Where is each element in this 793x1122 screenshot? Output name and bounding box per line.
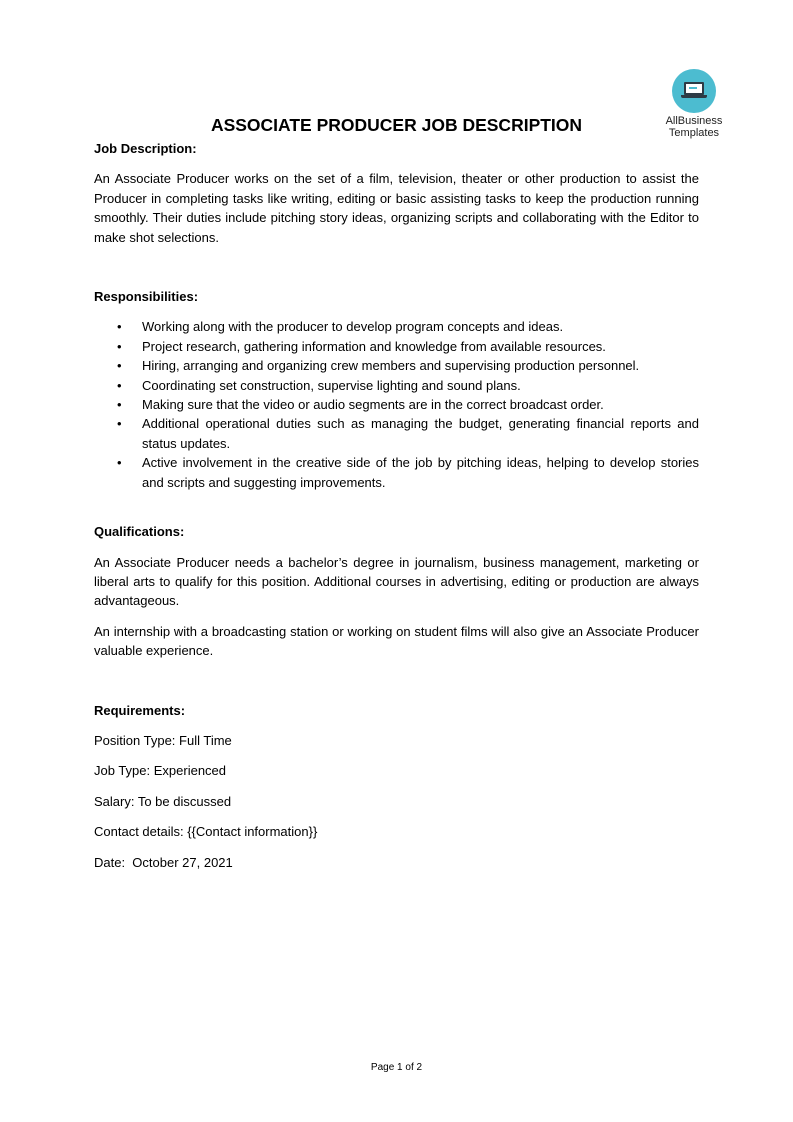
responsibilities-list (94, 317, 699, 492)
list-item (94, 337, 699, 356)
qualifications-paragraph: An internship with a broadcasting station or working on student films will also give an Associate Producer valuable experience. (94, 623, 699, 659)
list-item (94, 414, 699, 453)
document-title: ASSOCIATE PRODUCER JOB DESCRIPTION (210, 115, 583, 135)
job-description-heading: Job Description: (94, 141, 197, 156)
requirement-salary: Salary: To be discussed (94, 793, 232, 809)
list-item (94, 317, 699, 336)
bullet-icon: • (117, 319, 122, 335)
laptop-screen (684, 82, 704, 95)
qualifications-paragraph: An Associate Producer needs a bachelor’s degree in journalism, business management, marketing or liberal arts to qualify for this position. Additional courses in advertising, editing or production are always advantageous. (94, 554, 699, 609)
responsibilities-heading: Responsibilities: (94, 289, 199, 305)
list-item (94, 453, 699, 492)
list-item-text: Making sure that the video or audio segments are in the correct broadcast order. (142, 397, 604, 413)
bullet-icon: • (117, 397, 122, 413)
bullet-icon: • (117, 338, 122, 354)
laptop-icon (672, 69, 716, 113)
bullet-icon: • (117, 416, 122, 432)
laptop-base (681, 95, 707, 98)
list-item (94, 356, 699, 375)
page-number: Page 1 of 2 (370, 1062, 423, 1073)
requirement-job-type: Job Type: Experienced (94, 763, 227, 779)
list-item (94, 376, 699, 395)
requirement-contact-details: Contact details: {{Contact information}} (94, 824, 318, 840)
list-item-text: Active involvement in the creative side of the job by pitching ideas, helping to develop stories and scripts and suggesting improvements. (142, 455, 699, 490)
job-description-text: An Associate Producer works on the set of a film, television, theater or other production to assist the Producer in completing tasks like writing, editing or basic assisting tasks to keep the production running smoothly. Their duties include pitching story ideas, organizing scripts and collaborating with the Editor to make shot selections. (94, 171, 699, 245)
list-item-text: Project research, gathering information and knowledge from available resources. (142, 338, 606, 354)
list-item (94, 395, 699, 414)
document-body (94, 139, 699, 872)
logo-line-2: Templates (668, 127, 720, 139)
bullet-icon: • (117, 358, 122, 374)
requirement-position-type: Position Type: Full Time (94, 732, 232, 748)
bullet-icon: • (117, 455, 122, 471)
logo-line-1: AllBusiness (665, 115, 723, 127)
list-item-text: Working along with the producer to develop program concepts and ideas. (142, 319, 564, 335)
list-item-text: Additional operational duties such as managing the budget, generating financial reports and status updates. (142, 416, 699, 451)
requirement-date: Date: October 27, 2021 (94, 854, 233, 870)
qualifications-heading: Qualifications: (94, 524, 185, 540)
requirements-heading: Requirements: (94, 702, 186, 718)
list-item-text: Coordinating set construction, supervise lighting and sound plans. (142, 377, 521, 393)
list-item-text: Hiring, arranging and organizing crew members and supervising production personnel. (142, 358, 640, 374)
bullet-icon: • (117, 377, 122, 393)
